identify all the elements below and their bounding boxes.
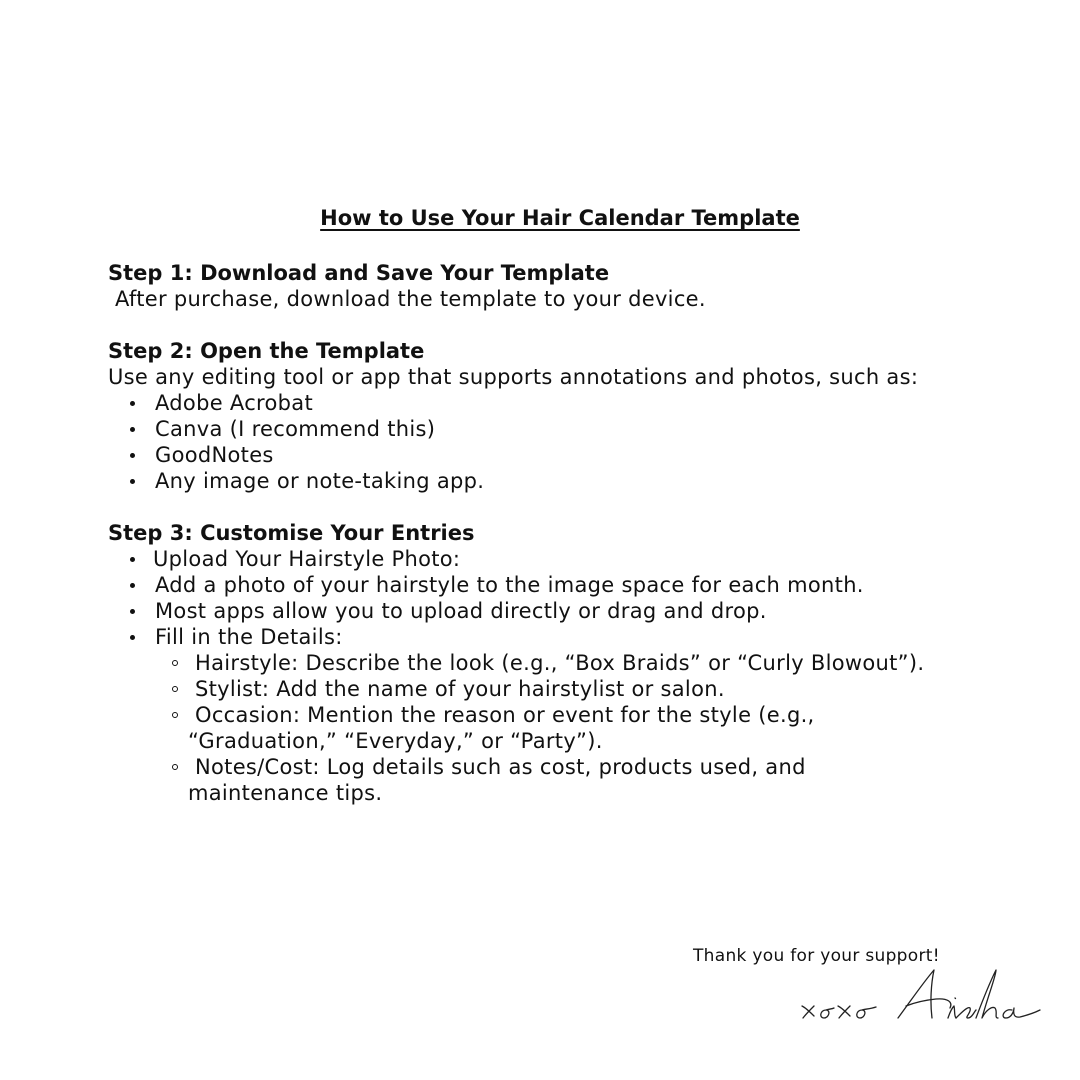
- list-item: [108, 390, 1068, 416]
- detail-item-label: Occasion: Mention the reason or event for the style (e.g.,: [195, 703, 815, 727]
- hollow-bullet-icon: [172, 660, 178, 666]
- bullet-icon: [130, 401, 135, 406]
- list-item: [108, 598, 1068, 624]
- details-list: [108, 650, 1068, 806]
- list-item: [108, 546, 1068, 572]
- list-item: [108, 624, 1068, 650]
- list-item-label: GoodNotes: [155, 443, 274, 467]
- detail-item-label: Stylist: Add the name of your hairstylist or salon.: [195, 677, 725, 701]
- detail-item-label: Notes/Cost: Log details such as cost, products used, and: [195, 755, 806, 779]
- step-3-heading: Step 3: Customise Your Entries: [108, 521, 475, 545]
- hollow-bullet-icon: [172, 686, 178, 692]
- detail-item: [108, 702, 1068, 754]
- hollow-bullet-icon: [172, 712, 178, 718]
- handwritten-signature: [798, 962, 1043, 1032]
- app-list: [108, 390, 1068, 494]
- thank-you-note: Thank you for your support!: [693, 946, 940, 966]
- detail-item-label: Hairstyle: Describe the look (e.g., “Box Braids” or “Curly Blowout”).: [195, 651, 925, 675]
- list-item-label: Fill in the Details:: [155, 625, 343, 649]
- list-item-label: Canva (I recommend this): [155, 417, 436, 441]
- detail-item: [108, 754, 1068, 806]
- bullet-icon: [130, 557, 135, 562]
- bullet-icon: [130, 583, 135, 588]
- step-1-text: After purchase, download the template to your device.: [108, 287, 706, 311]
- step-2-heading: Step 2: Open the Template: [108, 339, 425, 363]
- list-item: [108, 572, 1068, 598]
- step-2-intro: Use any editing tool or app that supports annotations and photos, such as:: [108, 365, 919, 389]
- bullet-icon: [130, 609, 135, 614]
- bullet-icon: [130, 635, 135, 640]
- spacer: [108, 312, 1068, 338]
- bullet-icon: [130, 479, 135, 484]
- list-item: [108, 468, 1068, 494]
- detail-item-continuation: “Graduation,” “Everyday,” or “Party”).: [188, 729, 603, 753]
- instructions: [108, 260, 1068, 806]
- list-item: [108, 442, 1068, 468]
- bullet-icon: [130, 453, 135, 458]
- detail-item: [108, 676, 1068, 702]
- list-item-label: Most apps allow you to upload directly or drag and drop.: [155, 599, 767, 623]
- page-title: How to Use Your Hair Calendar Template: [320, 206, 800, 230]
- spacer: [108, 494, 1068, 520]
- list-item-label: Add a photo of your hairstyle to the image space for each month.: [155, 573, 864, 597]
- customise-list: [108, 546, 1068, 650]
- step-1-heading: Step 1: Download and Save Your Template: [108, 261, 610, 285]
- detail-item-continuation: maintenance tips.: [188, 781, 383, 805]
- detail-item: [108, 650, 1068, 676]
- bullet-icon: [130, 427, 135, 432]
- list-item-label: Any image or note-taking app.: [155, 469, 485, 493]
- hollow-bullet-icon: [172, 764, 178, 770]
- list-item-label: Upload Your Hairstyle Photo:: [153, 547, 461, 571]
- list-item-label: Adobe Acrobat: [155, 391, 313, 415]
- list-item: [108, 416, 1068, 442]
- signature-drawing: [798, 962, 1043, 1032]
